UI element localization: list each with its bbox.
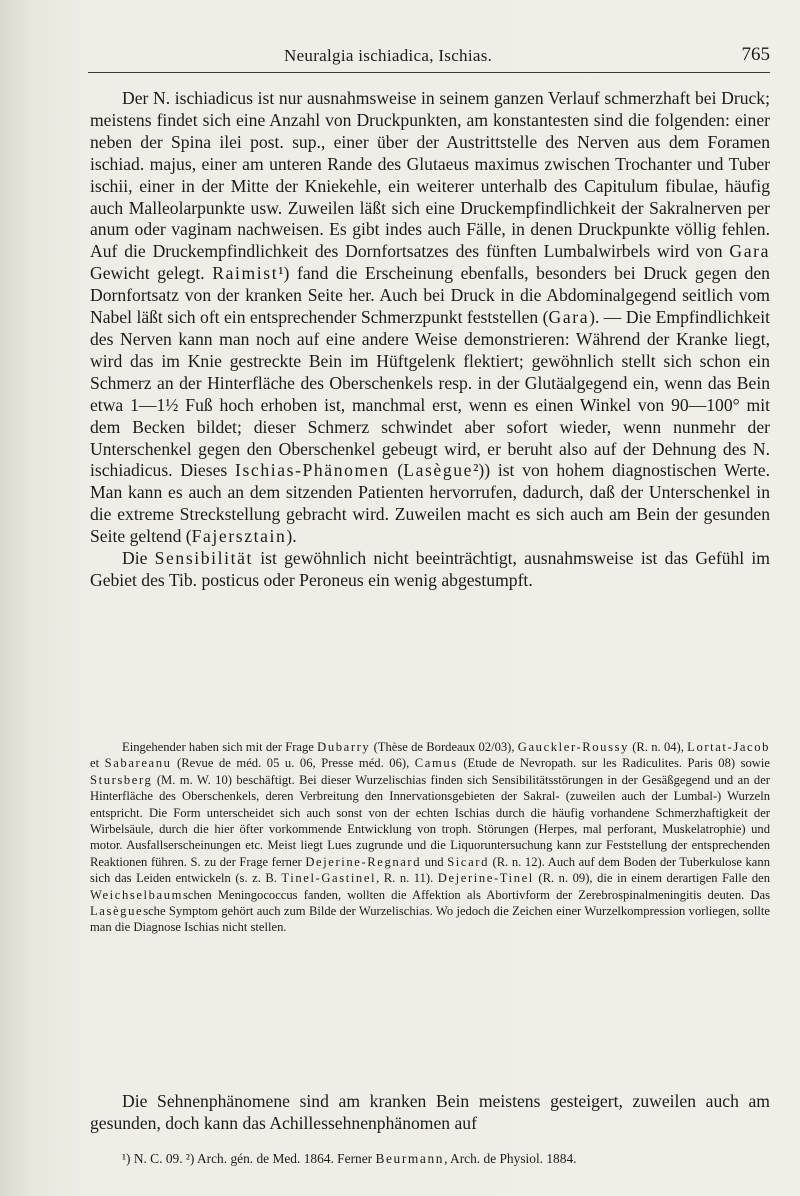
spaced-name: Sabareanu: [104, 756, 172, 771]
spaced-name: Lasègue: [403, 460, 474, 481]
text-run: (M. m. W. 10) beschäftigt. Bei dieser Wurzelischias finden sich Sensibilitätsstörungen in der Gesäßgegend und an der Hinterfläche des Oberschenkels, deren Verbreitung den Innervationsgebieten der Sakral- (zuweilen auch der Lumbal-) Wurzeln entspricht. Die Form unterscheidet sich auch sonst von der echten Ischias durch die häufig vorhandene Schmerzhaftigkeit der Wirbelsäule, durch die hier öfter vorkommende Entwicklung von troph. Störungen (Herpes, mal perforant, Muskelatrophie) und motor. Ausfallserscheinungen etc. Meist liegt Lues zugrunde und die Liquoruntersuchung kann zur Feststellung der entsprechenden Reaktionen führen. S. zu der Frage ferner: [90, 772, 770, 869]
spaced-name: Gara: [548, 307, 590, 328]
spaced-name: Sicard: [447, 854, 489, 869]
spaced-name: Ischias-Phänomen: [235, 460, 390, 481]
text-run: schen Meningococcus fanden, wollten die Affektion als Abortivform der Zerebrospinalmeningitis deuten. Das: [183, 887, 770, 902]
text-run: Gewicht gelegt.: [90, 263, 213, 284]
text-run: Die: [122, 548, 155, 569]
paragraph: [90, 548, 770, 592]
small-print-note: [90, 739, 770, 936]
paragraph: Die Sehnenphänomene sind am kranken Bein meistens gesteigert, zuweilen auch am gesunden, doch kann das Achillessehnenphänomen auf: [90, 1091, 770, 1133]
text-run: et: [90, 756, 105, 771]
text-run: (Revue de méd. 05 u. 06, Presse méd. 06),: [171, 756, 415, 771]
spaced-name: Beurmann: [375, 1151, 445, 1166]
spaced-name: Stursberg: [90, 772, 153, 787]
text-run: (R. n. 12). Auch auf dem Boden der Tuberkulose kann sich das Leiden entwickeln (s. z. B.: [90, 854, 770, 886]
spaced-name: Dejerine-Regnard: [305, 854, 422, 869]
text-run: ).: [286, 526, 297, 547]
footnotes: [90, 1150, 770, 1167]
spaced-name: Gauckler-Roussy: [517, 740, 629, 754]
text-run: (Etude de Nevropath. sur les Radiculites. Paris 08) sowie: [457, 756, 770, 771]
text-run: ¹) N. C. 09. ²) Arch. gén. de Med. 1864. Ferner: [122, 1151, 376, 1166]
running-title: Neuralgia ischiadica, Ischias.: [284, 46, 493, 65]
spaced-name: Gara: [729, 241, 770, 262]
spaced-name: Lortat-Jacob: [687, 740, 770, 754]
spaced-name: Dejerine-Tinel: [437, 871, 534, 886]
text-run: (R. n. 09), die in einem derartigen Falle den: [533, 871, 770, 886]
text-run: Eingehender haben sich mit der Frage: [122, 740, 318, 754]
spaced-name: Fajersztain: [191, 526, 287, 547]
spaced-name: Tinel-Gastinel: [281, 871, 377, 886]
text-run: ist gewöhnlich nicht beeinträchtigt, ausnahmsweise ist das Gefühl im Gebiet des Tib. posticus oder Peroneus ein wenig abgestumpft.: [90, 548, 770, 590]
text-run: und: [421, 854, 448, 869]
text-run: ¹) fand die Erscheinung ebenfalls, besonders bei Druck gegen den Dornfortsatz von der kranken Seite her. Auch bei Druck in die Abdominalgegend seitlich vom Nabel läßt sich oft ein entsprechender Schmerzpunkt feststellen (: [90, 263, 770, 328]
page-header: [88, 40, 770, 73]
paragraph: [90, 88, 770, 548]
text-run: (R. n. 04),: [628, 740, 688, 754]
page-number: 765: [741, 44, 770, 65]
text-run: (: [389, 460, 404, 481]
spaced-name: Camus: [414, 756, 458, 771]
spaced-name: Weichselbaum: [90, 887, 184, 902]
text-run: ²)) ist von hohem diagnostischen Werte. Man kann es auch an dem sitzenden Patienten hervorrufen, dadurch, daß der Unterschenkel in die extreme Streckstellung gebracht wird. Zuweilen macht es sich auch am Bein der gesunden Seite geltend (: [90, 460, 770, 547]
continuation-text: [90, 1091, 770, 1135]
spaced-name: Dubarry: [317, 740, 371, 754]
text-run: (Thèse de Bordeaux 02/03),: [370, 740, 518, 754]
spaced-name: Lasègue: [90, 904, 144, 919]
spaced-name: Sensibilität: [154, 548, 254, 569]
text-run: ). — Die Empfindlichkeit des Nerven kann man noch auf eine andere Weise demonstrieren: Während der Kranke liegt, wird das im Knie gestreckte Bein im Hüftgelenk flektiert; gewöhnlich stellt sich schon ein Schmerz an der Hinterfläche des Oberschenkels resp. in der Glutäalgegend ein, wenn das Bein etwa 1—1½ Fuß hoch erhoben ist, manchmal erst, wenn es einen Winkel von 90—100° mit dem Becken bildet; dieser Schmerz schwindet aber sofort wieder, wenn nunmehr der Unterschenkel gegen den Oberschenkel gebeugt wird, er beruht also auf der Dehnung des N. ischiadicus. Dieses: [90, 307, 770, 481]
spaced-name: Raimist: [212, 263, 279, 284]
text-run: , Arch. de Physiol. 1884.: [444, 1151, 577, 1166]
text-run: , R. n. 11).: [376, 871, 438, 886]
text-run: Der N. ischiadicus ist nur ausnahmsweise in seinem ganzen Verlauf schmerzhaft bei Druck; meistens findet sich eine Anzahl von Druckpunkten, am konstantesten sind die folgenden: einer neben der Spina ilei post. sup., einer über der Austrittstelle des Nerven aus dem Foramen ischiad. majus, einer am unteren Rande des Glutaeus maximus zwischen Trochanter und Tuber ischii, einer in der Mitte der Kniekehle, ein weiterer unterhalb des Capitulum fibulae, häufig auch Malleolarpunkte usw. Zuweilen läßt sich eine Druckempfindlichkeit der Sakralnerven per anum oder vaginam nachweisen. Es gibt indes auch Fälle, in denen Druckpunkte völlig fehlen. Auf die Druckempfindlichkeit des Dornfortsatzes des fünften Lumbalwirbels wird von: [90, 88, 770, 262]
main-text: [90, 88, 770, 592]
paragraph: [90, 739, 770, 936]
text-run: sche Symptom gehört auch zum Bilde der Wurzelischias. Wo jedoch die Zeichen einer Wurzelkompression vorliegen, sollte man die Diagnose Ischias nicht stellen.: [90, 904, 770, 935]
